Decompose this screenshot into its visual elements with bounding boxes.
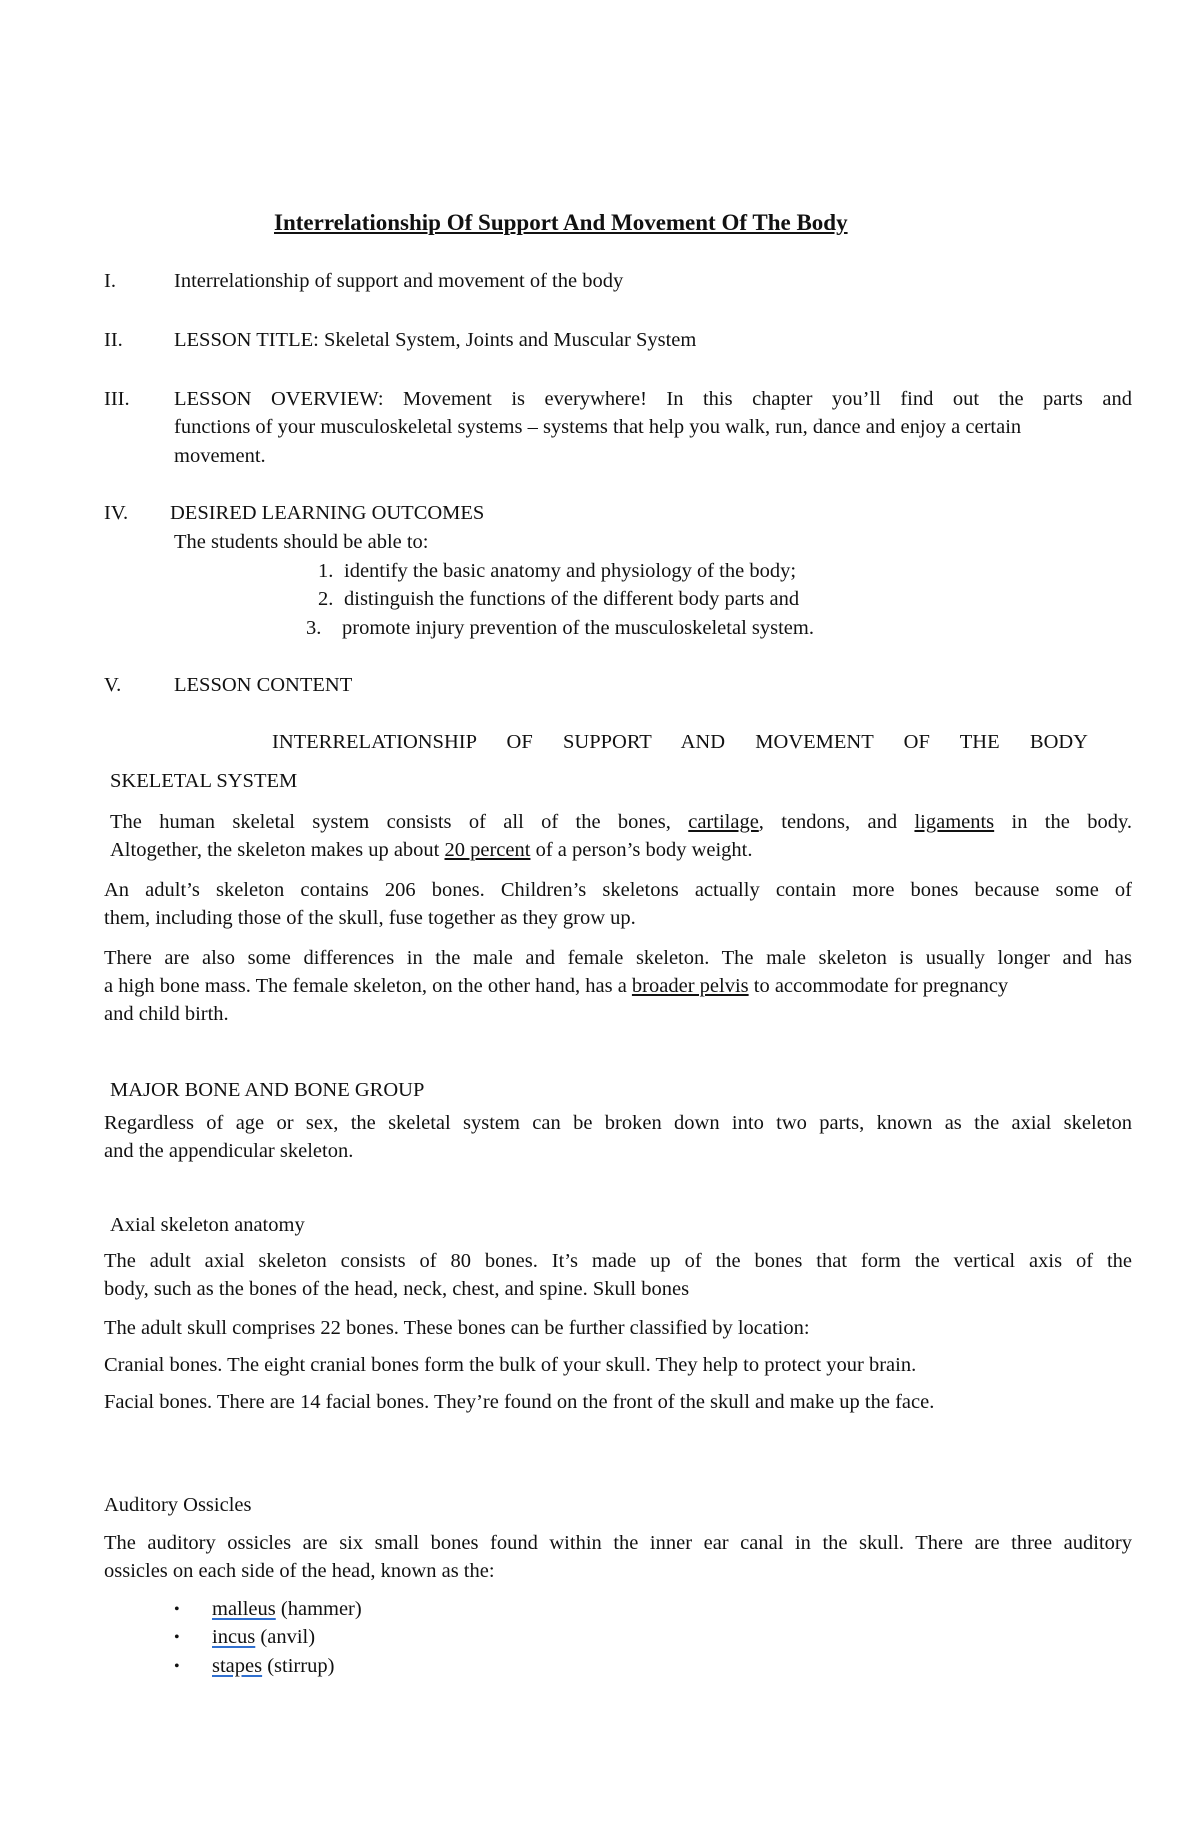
bullet-icon: • xyxy=(174,1629,180,1646)
section-1-number: I. xyxy=(104,270,116,292)
section-3-line-1: LESSON OVERVIEW: Movement is everywhere! In this chapter you’ll find out the parts and xyxy=(174,388,1132,410)
bullet-icon: • xyxy=(174,1601,180,1618)
ossicles-paragraph-line-2: ossicles on each side of the head, known as the: xyxy=(104,1560,495,1582)
differences-line-3: and child birth. xyxy=(104,1003,229,1025)
skull-paragraph: The adult skull comprises 22 bones. These bones can be further classified by location: xyxy=(104,1317,810,1339)
stapes-link[interactable]: stapes xyxy=(212,1655,263,1677)
major-bone-heading: MAJOR BONE AND BONE GROUP xyxy=(110,1079,425,1101)
ligaments-link[interactable]: ligaments xyxy=(914,811,995,833)
axial-paragraph-line-2: body, such as the bones of the head, neck, chest, and spine. Skull bones xyxy=(104,1278,690,1300)
differences-line-1: There are also some differences in the male and female skeleton. The male skeleton is usually longer and has xyxy=(104,947,1132,969)
regardless-line-1: Regardless of age or sex, the skeletal system can be broken down into two parts, known as the axial skeleton xyxy=(104,1112,1132,1134)
skeletal-paragraph-line-1: The human skeletal system consists of all of the bones, cartilage, tendons, and ligaments in the body. xyxy=(110,811,1132,833)
section-2-text: LESSON TITLE: Skeletal System, Joints and Muscular System xyxy=(174,329,697,351)
outcome-text: distinguish the functions of the different body parts and xyxy=(344,588,800,610)
bullet-icon: • xyxy=(174,1658,180,1675)
skeletal-paragraph-line-2: Altogether, the skeleton makes up about 20 percent of a person’s body weight. xyxy=(110,839,753,861)
adult-skeleton-line-1: An adult’s skeleton contains 206 bones. Children’s skeletons actually contain more bones because some of xyxy=(104,879,1132,901)
document-title: Interrelationship Of Support And Movement Of The Body xyxy=(274,210,848,235)
cartilage-link[interactable]: cartilage xyxy=(688,811,759,833)
axial-skeleton-heading: Axial skeleton anatomy xyxy=(110,1214,305,1236)
malleus-link[interactable]: malleus xyxy=(212,1598,276,1620)
section-5-text: LESSON CONTENT xyxy=(174,674,353,696)
ossicles-paragraph-line-1: The auditory ossicles are six small bones found within the inner ear canal in the skull. There are three auditory xyxy=(104,1532,1132,1554)
cranial-bones-paragraph: Cranial bones. The eight cranial bones form the bulk of your skull. They help to protect your brain. xyxy=(104,1354,917,1376)
broader-pelvis-link[interactable]: broader pelvis xyxy=(631,975,749,997)
list-item: malleus (hammer) xyxy=(212,1598,362,1620)
list-item: incus (anvil) xyxy=(212,1626,316,1648)
section-2-number: II. xyxy=(104,329,123,351)
facial-bones-paragraph: Facial bones. There are 14 facial bones. They’re found on the front of the skull and make up the face. xyxy=(104,1391,935,1413)
section-4-number: IV. xyxy=(104,502,129,524)
incus-link[interactable]: incus xyxy=(212,1626,256,1648)
section-4-heading: DESIRED LEARNING OUTCOMES xyxy=(170,502,485,524)
outcome-number: 1. xyxy=(318,560,334,582)
outcome-number: 2. xyxy=(318,588,334,610)
content-heading: INTERRELATIONSHIP OF SUPPORT AND MOVEMENT OF THE BODY xyxy=(272,731,1088,753)
section-3-number: III. xyxy=(104,388,130,410)
outcome-text: identify the basic anatomy and physiology of the body; xyxy=(344,560,797,582)
axial-paragraph-line-1: The adult axial skeleton consists of 80 bones. It’s made up of the bones that form the vertical axis of the xyxy=(104,1250,1132,1272)
differences-line-2: a high bone mass. The female skeleton, on the other hand, has a broader pelvis to accommodate for pregnancy xyxy=(104,975,1009,997)
section-3-line-2: functions of your musculoskeletal systems – systems that help you walk, run, dance and enjoy a certain xyxy=(174,416,1022,438)
list-item: stapes (stirrup) xyxy=(212,1655,335,1677)
section-3-line-3: movement. xyxy=(174,445,266,467)
section-5-number: V. xyxy=(104,674,122,696)
twenty-percent-link[interactable]: 20 percent xyxy=(444,839,531,861)
adult-skeleton-line-2: them, including those of the skull, fuse together as they grow up. xyxy=(104,907,636,929)
section-4-intro: The students should be able to: xyxy=(174,531,429,553)
outcome-number: 3. xyxy=(306,617,322,639)
outcome-text: promote injury prevention of the musculoskeletal system. xyxy=(342,617,814,639)
regardless-line-2: and the appendicular skeleton. xyxy=(104,1140,354,1162)
section-1-text: Interrelationship of support and movement of the body xyxy=(174,270,624,292)
skeletal-system-heading: SKELETAL SYSTEM xyxy=(110,770,298,792)
auditory-ossicles-heading: Auditory Ossicles xyxy=(104,1494,252,1516)
